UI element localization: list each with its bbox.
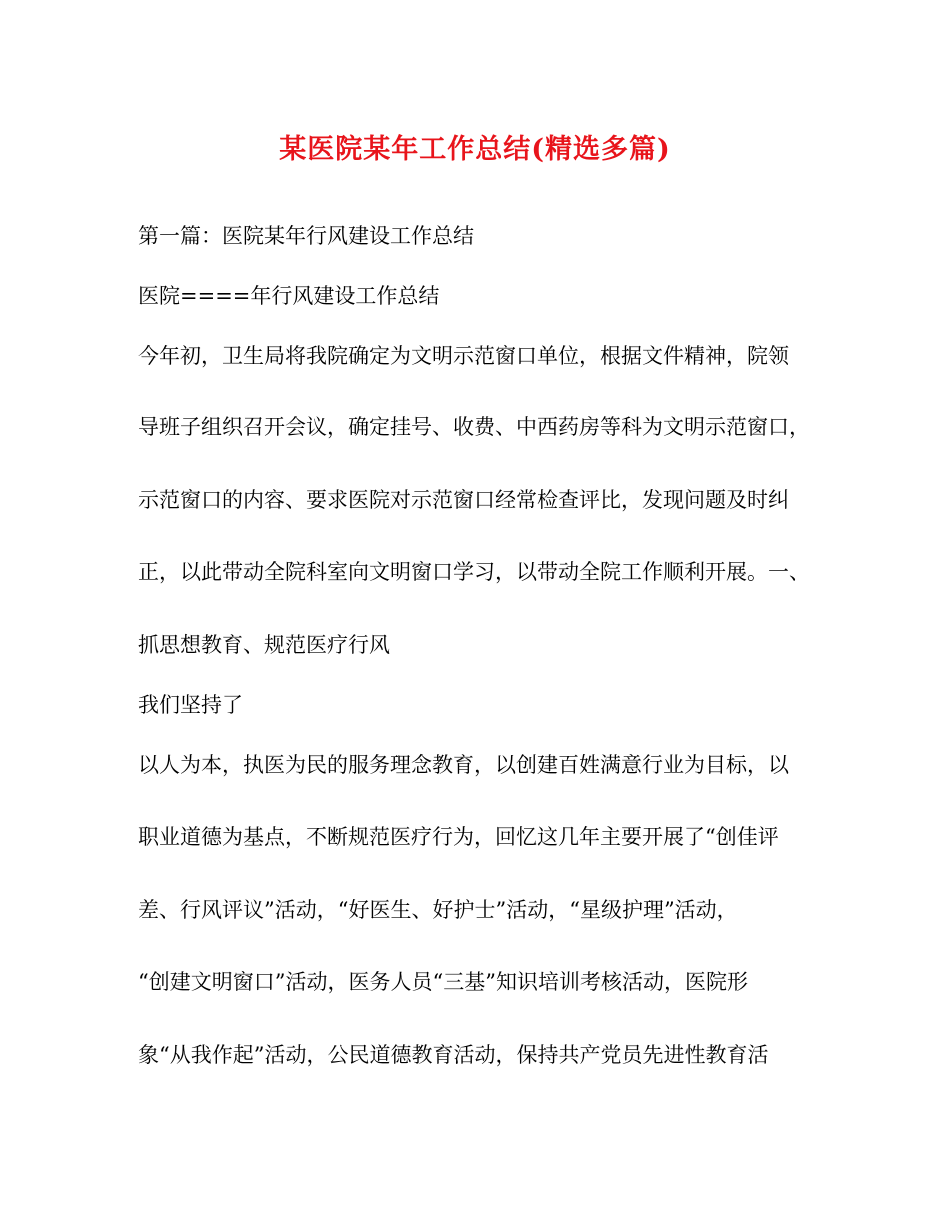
text-line: 正，以此带动全院科室向文明窗口学习，以带动全院工作顺利开展。一、 <box>138 560 810 584</box>
text-line: 今年初，卫生局将我院确定为文明示范窗口单位，根据文件精神，院领 <box>138 344 789 368</box>
text-line: 抓思想教育、规范医疗行风 <box>138 633 390 657</box>
text-line: 象“从我作起”活动，公民道德教育活动，保持共产党员先进性教育活 <box>138 1043 769 1067</box>
document-title: 某医院某年工作总结(精选多篇) <box>279 134 671 165</box>
text-line: 示范窗口的内容、要求医院对示范窗口经常检查评比，发现问题及时纠 <box>138 488 789 512</box>
text-line: 我们坚持了 <box>138 693 243 717</box>
text-line: 职业道德为基点，不断规范医疗行为，回忆这几年主要开展了“创佳评 <box>138 825 779 849</box>
text-line: 导班子组织召开会议，确定挂号、收费、中西药房等科为文明示范窗口， <box>138 415 810 439</box>
text-line: 第一篇：医院某年行风建设工作总结 <box>138 224 474 248</box>
text-line: “创建文明窗口”活动，医务人员“三基”知识培训考核活动，医院形 <box>138 970 748 994</box>
text-line: 医院====年行风建设工作总结 <box>138 284 440 308</box>
text-line: 以人为本，执医为民的服务理念教育，以创建百姓满意行业为目标，以 <box>138 753 789 777</box>
text-line: 差、行风评议”活动，“好医生、好护士”活动，“星级护理”活动， <box>138 898 738 922</box>
